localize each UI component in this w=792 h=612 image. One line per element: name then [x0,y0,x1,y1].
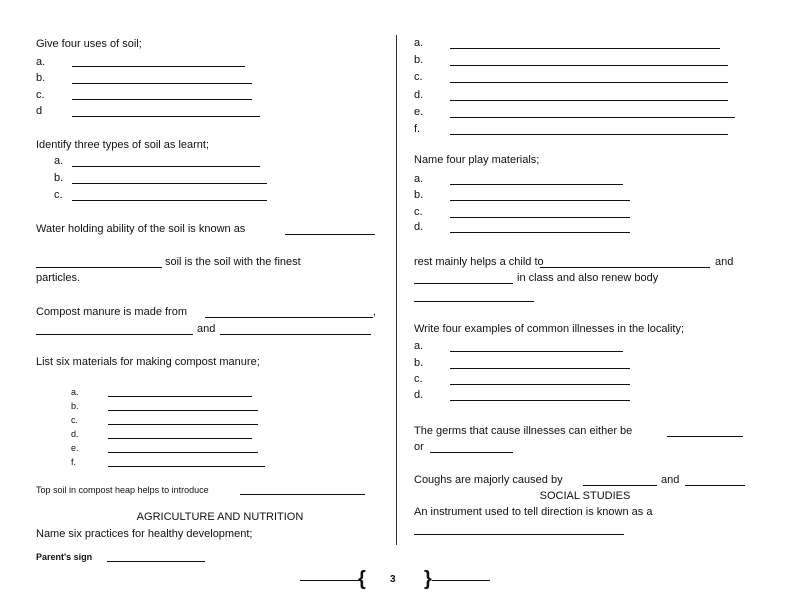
answer-blank[interactable] [450,384,630,385]
answer-blank[interactable] [108,424,258,425]
item-label: b. [71,401,79,411]
answer-blank[interactable] [285,234,375,235]
section-heading-agriculture: AGRICULTURE AND NUTRITION [136,511,304,523]
item-label: b. [414,54,424,66]
item-label: b. [36,72,46,84]
answer-blank[interactable] [108,438,252,439]
item-label: a. [54,155,64,167]
or-text: or [414,441,424,453]
answer-blank[interactable] [450,100,728,101]
answer-blank[interactable] [72,83,252,84]
question-types-of-soil: Identify three types of soil as learnt; [36,139,210,151]
answer-blank[interactable] [240,494,365,495]
brace-left: { [358,568,366,590]
comma: , [373,306,377,318]
question-illnesses: Write four examples of common illnesses in the locality; [414,323,685,335]
question-water-holding: Water holding ability of the soil is known as [36,223,246,235]
item-label: d. [414,89,424,101]
and-text: and [715,256,734,268]
answer-blank[interactable] [72,183,267,184]
item-label: f. [71,457,77,467]
item-label: a. [414,37,424,49]
item-label: d. [71,429,79,439]
answer-blank[interactable] [430,452,513,453]
item-label: c. [36,89,45,101]
and-text: and [661,474,680,486]
question-coughs: Coughs are majorly caused by [414,474,563,486]
question-direction-instrument: An instrument used to tell direction is known as a [414,506,653,518]
answer-blank[interactable] [108,466,265,467]
answer-blank[interactable] [540,267,710,268]
item-label: c. [414,71,423,83]
item-label: f. [414,123,421,135]
question-play-materials: Name four play materials; [414,154,540,166]
item-label: d. [414,389,424,401]
answer-blank[interactable] [72,99,252,100]
parent-sign-blank[interactable] [107,561,205,562]
item-label: d [36,105,43,117]
item-label: e. [414,106,424,118]
answer-blank[interactable] [72,116,260,117]
page-number: 3 [390,574,396,585]
answer-blank[interactable] [414,301,534,302]
answer-blank[interactable] [450,200,630,201]
question-germs: The germs that cause illnesses can either be [414,425,633,437]
answer-blank[interactable] [450,82,728,83]
item-label: c. [54,189,63,201]
question-healthy-practices: Name six practices for healthy development; [36,528,253,540]
item-label: a. [414,173,424,185]
brace-right: } [424,568,432,590]
answer-blank[interactable] [450,184,623,185]
answer-blank[interactable] [667,436,743,437]
question-uses-of-soil: Give four uses of soil; [36,38,142,50]
item-label: b. [54,172,64,184]
column-divider [396,35,397,545]
answer-blank[interactable] [450,65,728,66]
parent-sign-label: Parent's sign [36,552,93,562]
answer-blank[interactable] [450,48,720,49]
item-label: a. [414,340,424,352]
question-finest-soil: soil is the soil with the finest [165,256,301,268]
question-compost-made-from: Compost manure is made from [36,306,187,318]
question-rest: rest mainly helps a child to [414,256,544,268]
answer-blank[interactable] [36,334,193,335]
item-label: c. [414,373,423,385]
item-label: a. [36,56,46,68]
answer-blank[interactable] [685,485,745,486]
question-rest-cont: in class and also renew body [517,272,659,284]
answer-blank[interactable] [583,485,657,486]
item-label: b. [414,357,424,369]
answer-blank[interactable] [450,134,728,135]
answer-blank[interactable] [414,283,513,284]
question-top-soil: Top soil in compost heap helps to introduce [36,485,209,495]
item-label: e. [71,443,79,453]
item-label: a. [71,387,79,397]
answer-blank[interactable] [450,368,630,369]
answer-blank[interactable] [108,452,258,453]
item-label: c. [414,206,423,218]
answer-blank[interactable] [450,351,623,352]
answer-blank[interactable] [108,410,258,411]
and-text: and [197,323,216,335]
answer-blank[interactable] [36,267,162,268]
answer-blank[interactable] [72,66,245,67]
item-label: b. [414,189,424,201]
answer-blank[interactable] [450,400,630,401]
answer-blank[interactable] [72,200,267,201]
footer-line-left [300,580,360,581]
footer-line-right [432,580,490,581]
answer-blank[interactable] [108,396,252,397]
question-finest-soil-cont: particles. [36,272,81,284]
item-label: d. [414,221,424,233]
answer-blank[interactable] [72,166,260,167]
answer-blank[interactable] [220,334,371,335]
section-heading-social-studies: SOCIAL STUDIES [539,490,631,502]
answer-blank[interactable] [450,232,630,233]
answer-blank[interactable] [414,534,624,535]
answer-blank[interactable] [205,317,373,318]
answer-blank[interactable] [450,217,630,218]
question-compost-materials: List six materials for making compost manure; [36,356,260,368]
item-label: c. [71,415,79,425]
answer-blank[interactable] [450,117,735,118]
